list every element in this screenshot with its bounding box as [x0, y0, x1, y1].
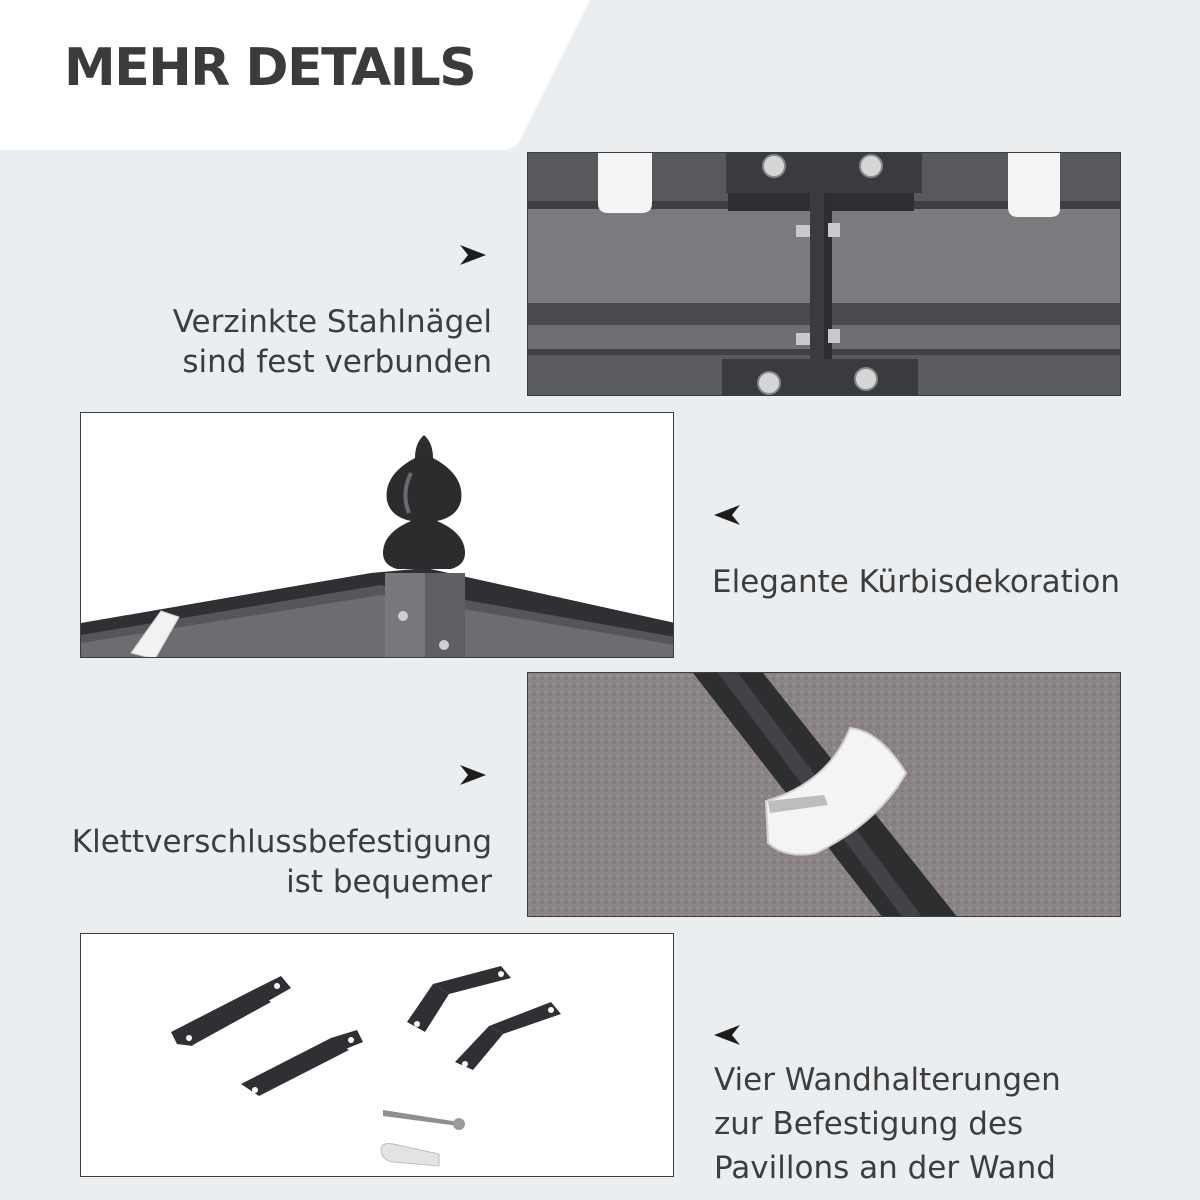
page-title: MEHR DETAILS	[64, 38, 476, 98]
caption-kuerbisdekoration: Elegante Kürbisdekoration	[712, 564, 1120, 600]
wall-brackets-photo	[80, 933, 674, 1177]
arrow-right-icon	[458, 762, 488, 788]
arrow-left-icon	[712, 502, 742, 528]
pumpkin-finial-photo	[80, 412, 674, 658]
caption-klettverschluss: Klettverschlussbefestigung ist bequemer	[71, 824, 492, 900]
velcro-strap-photo	[527, 672, 1121, 917]
arrow-left-icon	[712, 1022, 742, 1048]
caption-wandhalterungen: Vier Wandhalterungen zur Befestigung des Pavillons an der Wand	[714, 1062, 1061, 1186]
caption-stahlnaegel: Verzinkte Stahlnägel sind fest verbunden	[172, 304, 492, 380]
bolted-steel-bracket-photo	[527, 152, 1121, 396]
arrow-right-icon	[458, 242, 488, 268]
